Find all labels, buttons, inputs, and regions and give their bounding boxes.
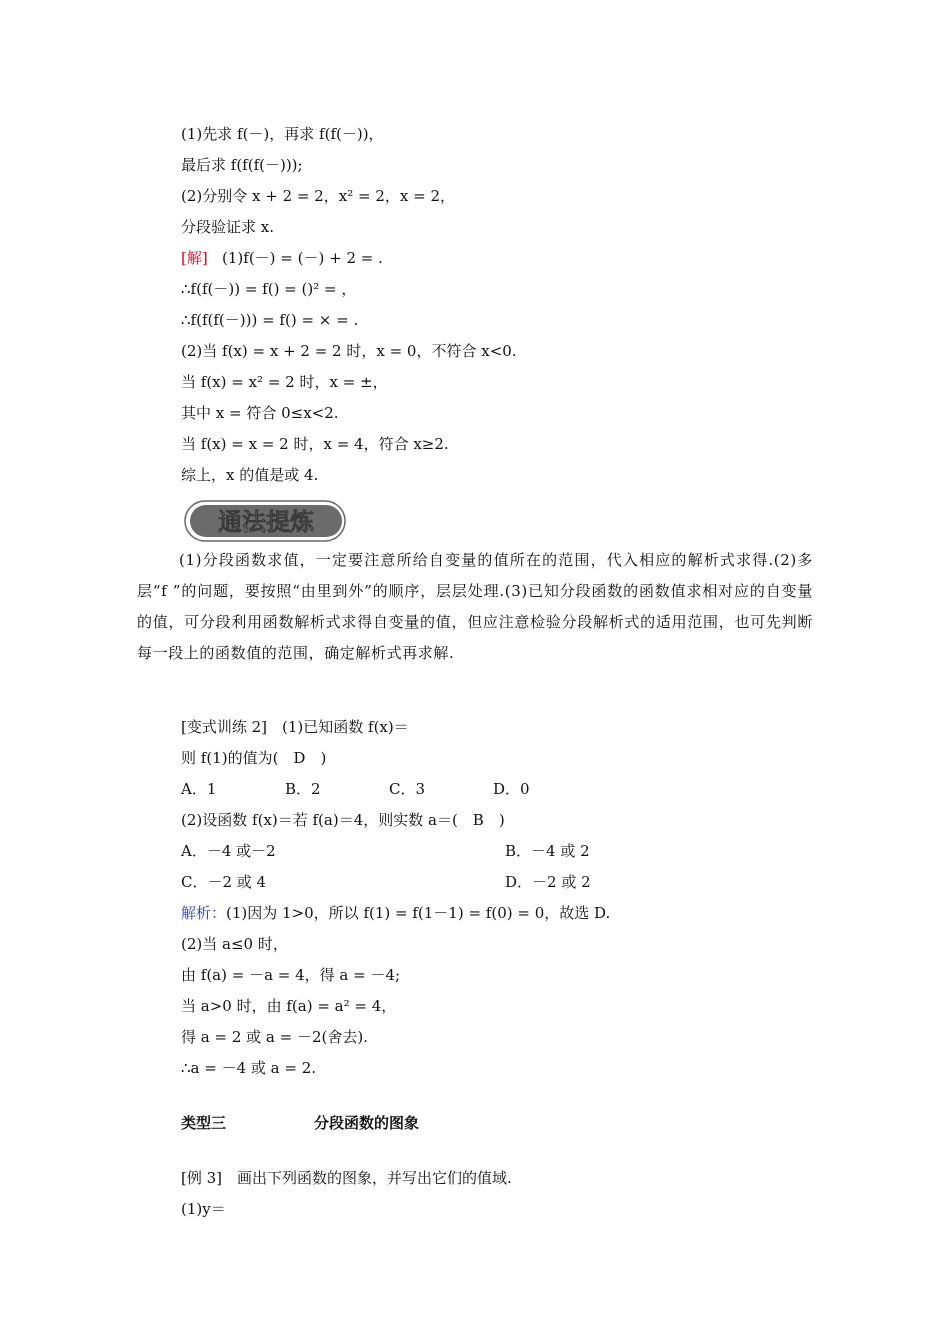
analysis-line-1 xyxy=(181,903,610,923)
banner-text: 通法提炼 xyxy=(218,508,314,536)
analysis-line-3: 由 f(a) = －a = 4，得 a = －4; xyxy=(181,966,401,984)
hint-line-1: (1)先求 f(－)，再求 f(f(－))， xyxy=(181,125,384,143)
hint-line-3: (2)分别令 x + 2 = 2，x² = 2，x = 2， xyxy=(181,187,455,205)
analysis-first-text: (1)因为 1>0，所以 f(1) = f(1－1) = f(0) = 0，故选 D. xyxy=(226,904,611,922)
analysis-tag: 解析： xyxy=(181,904,227,922)
q2-option-b: B．－4 或 2 xyxy=(505,842,590,860)
section-label: 类型三 xyxy=(181,1114,227,1132)
summary-paragraph xyxy=(137,545,813,669)
analysis-line-4: 当 a>0 时，由 f(a) = a² = 4， xyxy=(181,997,397,1015)
q2-option-d: D．－2 或 2 xyxy=(505,873,591,891)
summary-text: (1)分段函数求值，一定要注意所给自变量的值所在的范围，代入相应的解析式求得.(2)多层“f ”的问题，要按照“由里到外”的顺序，层层处理.(3)已知分段函数的函数值求相对应的自变量的值，可分段利用函数解析式求得自变量的值，但应注意检验分段解析式的适用范围，也可先判断每一段上的函数值的范围，确定解析式再求解. xyxy=(137,551,813,662)
hint-line-2: 最后求 f(f(f(－))); xyxy=(181,156,303,174)
solution-line-8: 综上，x 的值是或 4. xyxy=(181,466,319,484)
solution-line-4: (2)当 f(x) = x + 2 = 2 时，x = 0，不符合 x<0. xyxy=(181,342,517,360)
solution-line-7: 当 f(x) = x = 2 时，x = 4，符合 x≥2. xyxy=(181,435,449,453)
exercise-q2: (2)设函数 f(x)＝若 f(a)＝4，则实数 a＝( B ) xyxy=(181,811,505,829)
analysis-line-5: 得 a = 2 或 a = －2(舍去). xyxy=(181,1028,368,1046)
exercise-title: [变式训练 2] (1)已知函数 f(x)＝ xyxy=(181,718,409,736)
q1-option-c: C．3 xyxy=(389,780,426,798)
analysis-line-2: (2)当 a≤0 时， xyxy=(181,935,288,953)
q1-option-b: B．2 xyxy=(285,780,321,798)
method-summary-banner xyxy=(184,497,348,543)
solution-tag: [解] xyxy=(181,249,208,267)
q2-option-a: A．－4 或－2 xyxy=(181,842,276,860)
analysis-line-6: ∴a = －4 或 a = 2. xyxy=(181,1059,317,1077)
solution-line-6: 其中 x = 符合 0≤x<2. xyxy=(181,404,339,422)
solution-line-1 xyxy=(181,248,383,268)
example3-line-1: [例 3] 画出下列函数的图象，并写出它们的值域. xyxy=(181,1169,512,1187)
q2-option-c: C．－2 或 4 xyxy=(181,873,267,891)
solution-line-2: ∴f(f(－)) = f() = ()² = ， xyxy=(181,280,357,298)
q1-option-d: D．0 xyxy=(493,780,530,798)
hint-line-4: 分段验证求 x. xyxy=(181,218,274,236)
solution-line-5: 当 f(x) = x² = 2 时，x = ±， xyxy=(181,373,388,391)
example3-line-2: (1)y＝ xyxy=(181,1200,226,1218)
solution-first-text: (1)f(－) = (－) + 2 = . xyxy=(222,249,383,267)
exercise-q1: 则 f(1)的值为( D ) xyxy=(181,749,327,767)
solution-line-3: ∴f(f(f(－))) = f() = × = . xyxy=(181,311,359,329)
q1-option-a: A．1 xyxy=(181,780,217,798)
section-title: 分段函数的图象 xyxy=(314,1114,420,1132)
